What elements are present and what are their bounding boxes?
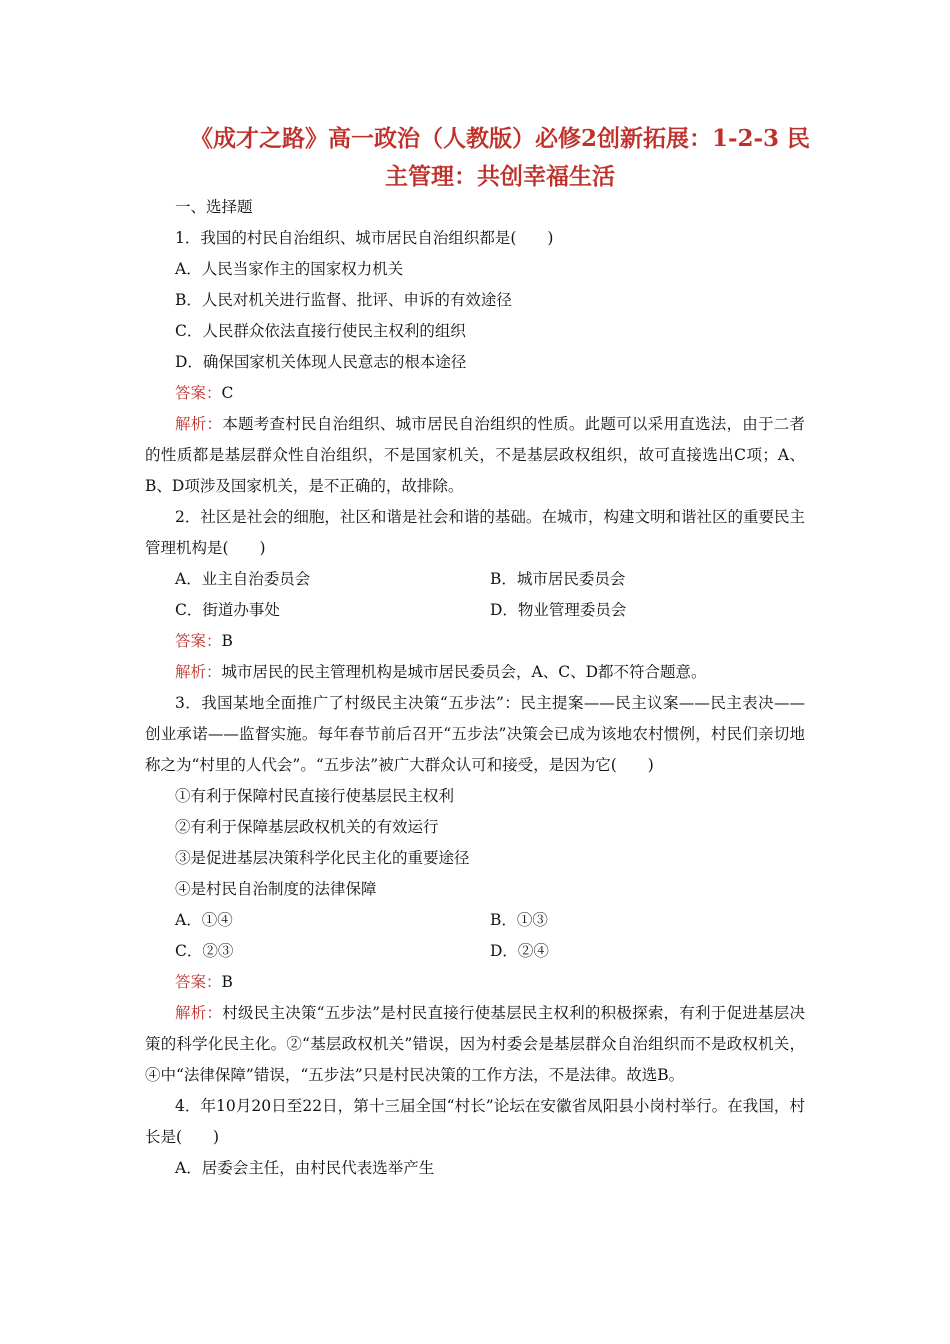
question-2-answer [145,626,805,657]
explanation-text: 本题考查村民自治组织、城市居民自治组织的性质。此题可以采用直选法，由于二者的性质都是基层群众性自治组织，不是国家机关，不是基层政权组织，故可直接选出C项；A、B、D项涉及国家机关，是不正确的，故排除。 [145,415,805,495]
explanation-text: 村级民主决策“五步法”是村民直接行使基层民主权利的积极探索，有利于促进基层决策的科学化民主化。②“基层政权机关”错误，因为村委会是基层群众自治组织而不是政权机关，④中“法律保障”错误，“五步法”只是村民决策的工作方法，不是法律。故选B。 [145,1004,805,1084]
question-4-stem: 4．年10月20日至22日，第十三届全国“村长”论坛在安徽省凤阳县小岗村举行。在我国，村长是( ) [145,1097,805,1146]
question-2-explanation [145,657,805,688]
title-line-1: 《成才之路》高一政治（人教版）必修2创新拓展：1-2-3 民 [189,125,811,152]
question-1-option-a: A．人民当家作主的国家权力机关 [175,260,404,278]
answer-label: 答案： [175,632,222,650]
document-title [150,120,850,196]
question-4-option-a: A．居委会主任，由村民代表选举产生 [175,1159,435,1177]
question-3-options-row-1 [145,905,805,936]
question-1-stem: 1．我国的村民自治组织、城市居民自治组织都是( ) [175,229,554,247]
explanation-label: 解析： [175,1004,223,1022]
answer-value: C [221,384,234,402]
question-3-option-c: C．②③ [175,942,234,960]
question-3-option-d: D．②④ [490,942,549,960]
question-1-answer [145,378,805,409]
explanation-label: 解析： [175,663,222,681]
explanation-label: 解析： [175,415,223,433]
answer-label: 答案： [175,384,222,402]
question-2-option-d: D．物业管理委员会 [490,601,627,619]
question-1-explanation [145,409,805,502]
explanation-text: 城市居民的民主管理机构是城市居民委员会，A、C、D都不符合题意。 [221,663,707,681]
question-3-explanation [145,998,805,1091]
question-3-option-b: B．①③ [490,911,548,929]
question-3-stem: 3．我国某地全面推广了村级民主决策“五步法”：民主提案——民主议案——民主表决——创业承诺——监督实施。每年春节前后召开“五步法”决策会已成为该地农村惯例，村民们亲切地称之为“村里的人代会”。“五步法”被广大群众认可和接受，是因为它( ) [145,694,805,774]
document-body [145,192,805,1184]
question-1-option-d: D．确保国家机关体现人民意志的根本途径 [175,353,467,371]
question-1-option-b: B．人民对机关进行监督、批评、申诉的有效途径 [175,291,512,309]
question-1-option-c: C．人民群众依法直接行使民主权利的组织 [175,322,466,340]
question-2-option-b: B．城市居民委员会 [490,570,626,588]
title-line-2: 主管理：共创幸福生活 [385,163,615,190]
question-3-answer [145,967,805,998]
question-2-option-a: A．业主自治委员会 [175,570,311,588]
question-3-statement-2: ②有利于保障基层政权机关的有效运行 [175,818,439,836]
question-3-option-a: A．①④ [175,911,233,929]
question-2-options-row-2 [145,595,805,626]
question-2-options-row-1 [145,564,805,595]
question-2-stem: 2．社区是社会的细胞，社区和谐是社会和谐的基础。在城市，构建文明和谐社区的重要民主管理机构是( ) [145,508,805,557]
answer-label: 答案： [175,973,222,991]
question-2-option-c: C．街道办事处 [175,601,280,619]
answer-value: B [221,632,233,650]
question-3-statement-1: ①有利于保障村民直接行使基层民主权利 [175,787,455,805]
question-3-statement-4: ④是村民自治制度的法律保障 [175,880,377,898]
section-heading: 一、选择题 [175,198,253,216]
answer-value: B [221,973,233,991]
question-3-options-row-2 [145,936,805,967]
question-3-statement-3: ③是促进基层决策科学化民主化的重要途径 [175,849,470,867]
